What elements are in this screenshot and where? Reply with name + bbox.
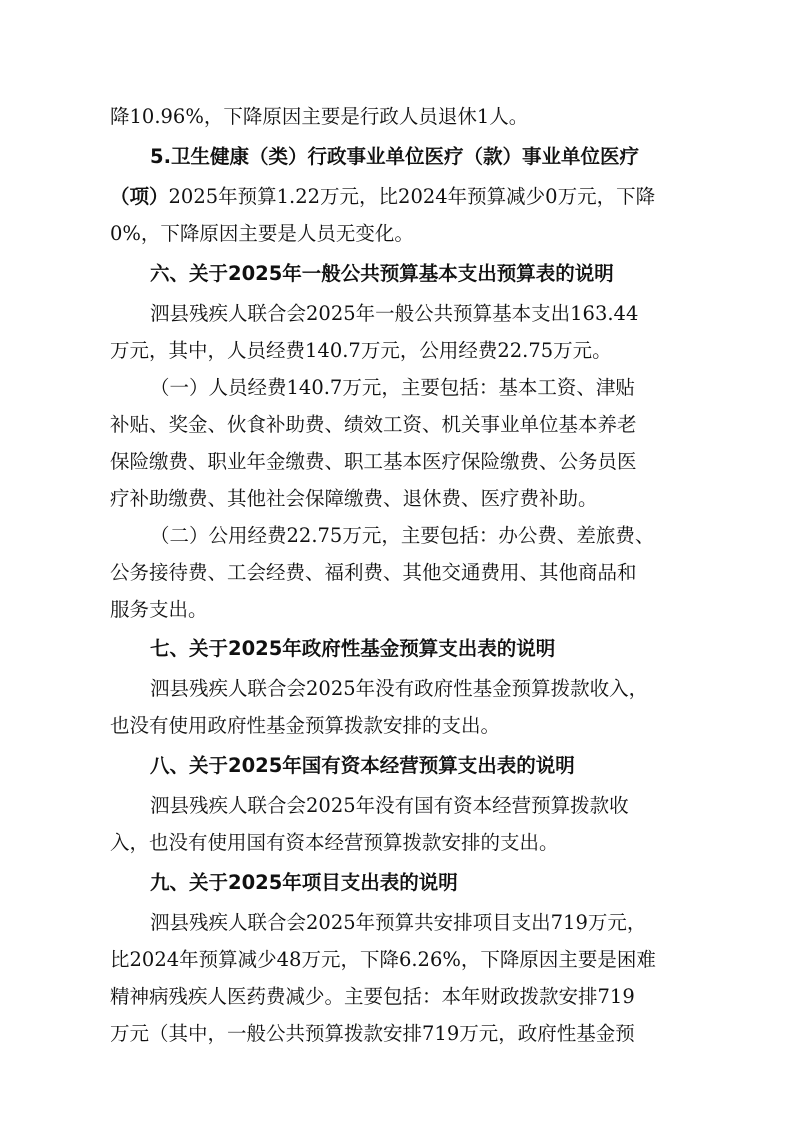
subsection-heading: 5.卫生健康（类）行政事业单位医疗（款）事业单位医疗 [150,145,639,168]
paragraph-line: 公务接待费、工会经费、福利费、其他交通费用、其他商品和 [110,561,637,584]
paragraph-line: 万元，其中，人员经费140.7万元，公用经费22.75万元。 [110,339,612,362]
paragraph-line: 比2024年预算减少48万元，下降6.26%，下降原因主要是困难 [110,948,656,971]
section-heading: 八、关于2025年国有资本经营预算支出表的说明 [150,754,575,777]
paragraph-line: 降10.96%，下降原因主要是行政人员退休1人。 [110,105,529,128]
paragraph-line: 泗县残疾人联合会2025年没有国有资本经营预算拨款收 [150,794,629,817]
paragraph-line: 补贴、奖金、伙食补助费、绩效工资、机关事业单位基本养老 [110,413,637,436]
paragraph-line: 万元（其中，一般公共预算拨款安排719万元，政府性基金预 [110,1022,635,1045]
paragraph-line: 0%，下降原因主要是人员无变化。 [110,222,414,245]
paragraph-line: 也没有使用政府性基金预算拨款安排的支出。 [110,714,501,737]
section-heading: 九、关于2025年项目支出表的说明 [150,871,458,894]
subsection-heading-tail: （项） [110,185,169,208]
section-heading: 六、关于2025年一般公共预算基本支出预算表的说明 [150,262,614,285]
paragraph-line: （一）人员经费140.7万元，主要包括：基本工资、津贴 [150,376,635,399]
paragraph-line: 泗县残疾人联合会2025年没有政府性基金预算拨款收入， [150,677,649,700]
paragraph-line: 入，也没有使用国有资本经营预算拨款安排的支出。 [110,831,559,854]
paragraph-line: 疗补助缴费、其他社会保障缴费、退休费、医疗费补助。 [110,487,598,510]
section-heading: 七、关于2025年政府性基金预算支出表的说明 [150,637,556,660]
paragraph-line: 服务支出。 [110,598,208,621]
paragraph-text: 2025年预算1.22万元，比2024年预算减少0万元，下降 [168,185,656,208]
paragraph-line: （二）公用经费22.75万元，主要包括：办公费、差旅费、 [150,524,655,547]
paragraph-line: 泗县残疾人联合会2025年一般公共预算基本支出163.44 [150,302,639,325]
paragraph-line [110,178,655,216]
paragraph-line: 精神病残疾人医药费减少。主要包括：本年财政拨款安排719 [110,985,635,1008]
paragraph-line: 保险缴费、职业年金缴费、职工基本医疗保险缴费、公务员医 [110,450,637,473]
paragraph-line: 泗县残疾人联合会2025年预算共安排项目支出719万元， [150,911,647,934]
